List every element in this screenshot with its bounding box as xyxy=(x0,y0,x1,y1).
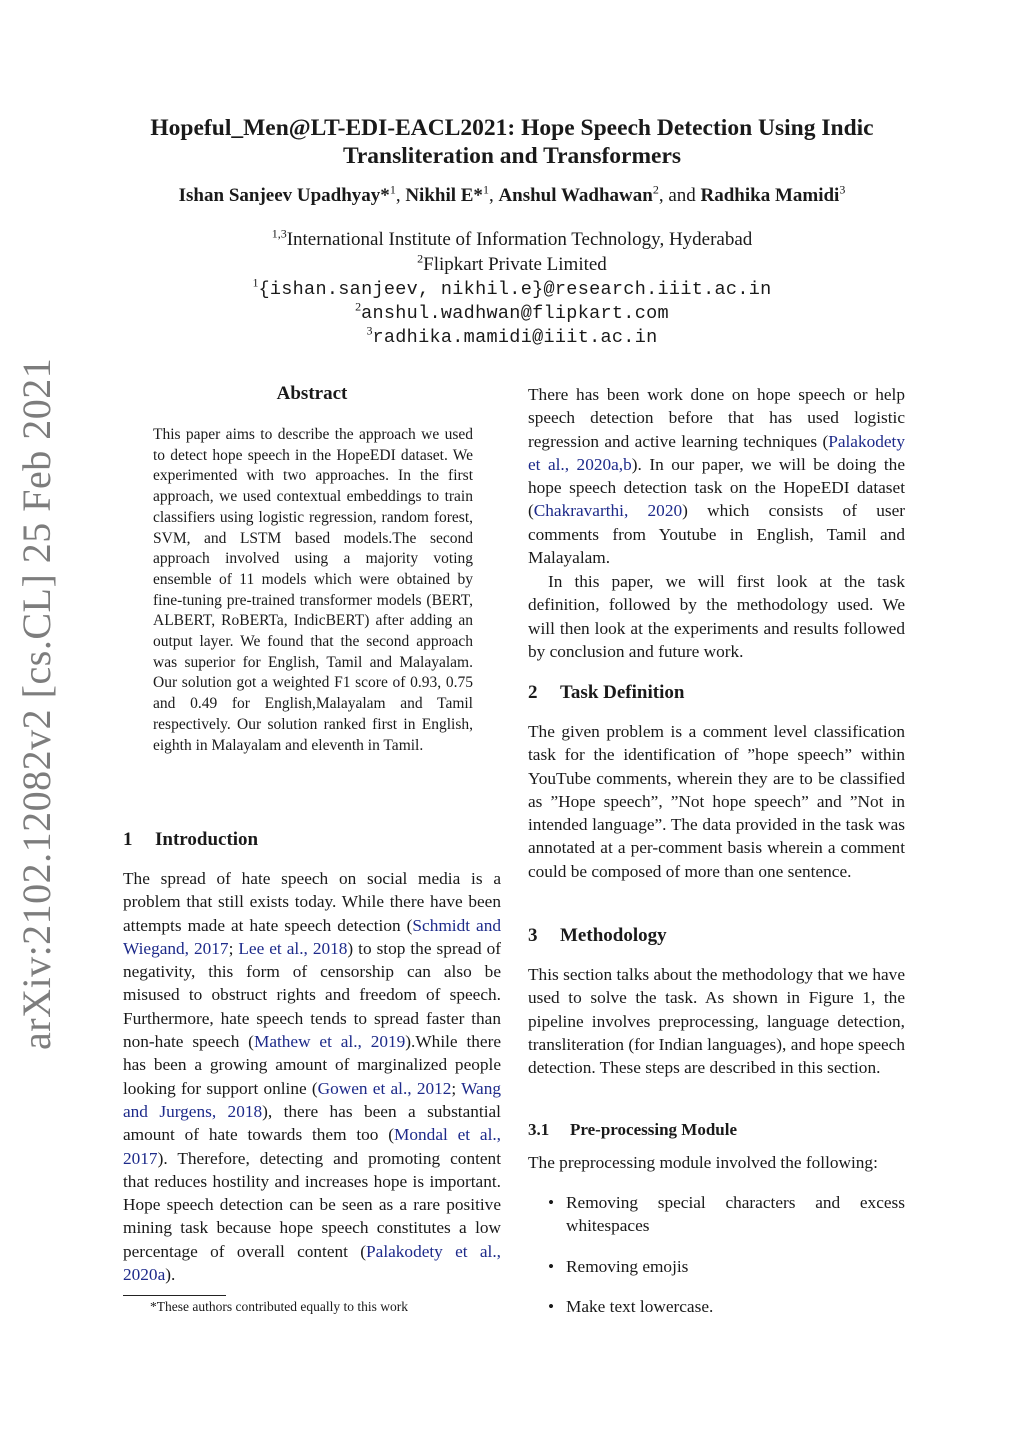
author-name: Nikhil E* xyxy=(405,185,483,206)
citation-link[interactable]: Lee et al., 2018 xyxy=(238,938,348,958)
bullet-text: Make text lowercase. xyxy=(566,1297,714,1316)
preprocessing-intro: The preprocessing module involved the following: xyxy=(528,1153,878,1172)
author-sup: 1 xyxy=(389,182,396,197)
bullet-dot: • xyxy=(548,1193,555,1212)
author-name: Anshul Wadhawan xyxy=(498,185,653,206)
text-run: ). In our paper, we will be doing the hope speech detection task on the HopeEDI dataset ( xyxy=(528,454,905,521)
bullet-text: Removing special characters and excess whitespaces xyxy=(566,1193,905,1236)
text-run: ).While there has been a growing amount of marginalized people looking for support online ( xyxy=(123,1032,501,1098)
email-2 xyxy=(60,299,964,324)
bullet-dot: • xyxy=(548,1297,555,1316)
introduction-paragraph xyxy=(123,867,501,1286)
author-sep: , xyxy=(395,185,406,206)
text-run: ), there has been a substantial amount of hate towards them too ( xyxy=(123,1101,501,1145)
footnote: *These authors contributed equally to this work xyxy=(150,1299,408,1314)
section-title: Introduction xyxy=(155,829,259,850)
abstract-heading: Abstract xyxy=(276,383,348,404)
email-text: anshul.wadhwan@flipkart.com xyxy=(361,303,669,324)
citation-link[interactable]: Mathew et al., 2019 xyxy=(253,1032,406,1052)
author-name: Ishan Sanjeev Upadhyay* xyxy=(178,185,390,206)
author-sup: 3 xyxy=(839,182,846,197)
section-number: 1 xyxy=(123,829,133,850)
affiliation-text: International Institute of Information Technology, Hyderabad xyxy=(286,229,753,250)
bullet-item xyxy=(548,1255,905,1278)
section-number: 2 xyxy=(528,682,538,703)
paper-outline-paragraph: In this paper, we will first look at the task definition, followed by the methodology used. We will then look at the experiments and results followed by conclusion and future work. xyxy=(528,572,905,661)
bullet-dot: • xyxy=(548,1257,555,1276)
intro-continued-paragraph xyxy=(528,383,905,569)
affiliation-text: Flipkart Private Limited xyxy=(423,254,607,275)
author-list xyxy=(60,182,964,207)
text-run: The spread of hate speech on social media is a problem that still exists today. While there have been attempts made at hate speech detection ( xyxy=(123,869,501,935)
text-run: ; xyxy=(228,938,239,958)
section-task-definition-heading xyxy=(528,682,905,704)
email-3 xyxy=(60,323,964,348)
task-definition-paragraph: The given problem is a comment level classification task for the identification of ”hope speech” within YouTube comments, wherein they are to be classified as ”Hope speech”, ”Not hope speech” and ”Not in intended language”. The data provided in the task was annotated at a per-comment basis wherein a comment could be composed of more than one sentence. xyxy=(528,722,905,881)
email-sup: 2 xyxy=(355,299,362,314)
affiliation-2 xyxy=(60,251,964,276)
subsection-preprocessing-heading xyxy=(528,1120,905,1140)
text-run: ) to stop the spread of negativity, this form of censorship can also be misused to obstruct rights and freedom of speech. Furthermore, hate speech tends to spread faster than non-hate speech ( xyxy=(123,938,501,1052)
subsection-number: 3.1 xyxy=(528,1120,550,1139)
email-1 xyxy=(60,275,964,300)
section-title: Methodology xyxy=(560,925,667,946)
citation-link[interactable]: Wang and Jurgens, 2018 xyxy=(123,1078,501,1121)
arxiv-stamp-text: arXiv:2102.12082v2 [cs.CL] 25 Feb 2021 xyxy=(14,357,59,1050)
text-run: There has been work done on hope speech or help speech detection before that has used logistic regression and active learning techniques ( xyxy=(528,385,905,451)
author-sup: 1 xyxy=(482,182,489,197)
citation-link[interactable]: Palakodety et al., 2020a,b xyxy=(528,431,905,474)
footnote-divider xyxy=(123,1295,226,1296)
affiliation-1 xyxy=(60,226,964,251)
text-run: ). xyxy=(165,1265,176,1285)
email-text: radhika.mamidi@iiit.ac.in xyxy=(372,327,658,348)
author-sup: 2 xyxy=(652,182,659,197)
text-run: ) which consists of user comments from Youtube in English, Tamil and Malayalam. xyxy=(528,501,905,568)
citation-link[interactable]: Gowen et al., 2012 xyxy=(317,1078,452,1098)
paper-title xyxy=(60,114,964,170)
title-line-2: Transliteration and Transformers xyxy=(342,143,682,169)
bullet-text: Removing emojis xyxy=(566,1257,689,1276)
citation-link[interactable]: Chakravarthi, 2020 xyxy=(533,501,683,521)
author-name: Radhika Mamidi xyxy=(700,185,840,206)
bullet-item xyxy=(548,1295,905,1318)
author-sep: , xyxy=(488,185,499,206)
text-run: ; xyxy=(451,1078,462,1098)
methodology-paragraph: This section talks about the methodology that we have used to solve the task. As shown in Figure 1, the pipeline involves preprocessing, language detection, transliteration (for Indian languages), and hope speech detection. These steps are described in this section. xyxy=(528,965,905,1078)
subsection-title: Pre-processing Module xyxy=(570,1120,737,1139)
section-number: 3 xyxy=(528,925,538,946)
citation-link[interactable]: Palakodety et al., 2020a xyxy=(123,1241,502,1285)
affiliation-sup: 1,3 xyxy=(271,226,287,241)
affiliation-sup: 2 xyxy=(417,251,424,266)
bullet-item xyxy=(548,1191,905,1238)
section-introduction-heading xyxy=(123,829,501,851)
section-methodology-heading xyxy=(528,925,905,947)
abstract-text: This paper aims to describe the approach we used to detect hope speech in the HopeEDI dataset. We experimented with two approaches. In the first approach, we used contextual embeddings to train classifiers using logistic regression, random forest, SVM, and LSTM based models.The second approach involved using a majority voting ensemble of 11 models which were obtained by fine-tuning pre-trained transformer models (BERT, ALBERT, RoBERTa, IndicBERT) after adding an output layer. We found that the second approach was superior for English, Tamil and Malayalam. Our solution got a weighted F1 score of 0.93, 0.75 and 0.49 for English,Malayalam and Tamil respectively. Our solution ranked first in English, eighth in Malayalam and eleventh in Tamil. xyxy=(153,426,473,754)
text-run: ). Therefore, detecting and promoting content that reduces hostility and increases hope is important. Hope speech detection can be seen as a rare positive mining task because hope speech constitutes a low percentage of overall content ( xyxy=(123,1148,501,1261)
section-title: Task Definition xyxy=(560,682,685,703)
author-sep: , and xyxy=(658,185,701,206)
citation-link[interactable]: Mondal et al., 2017 xyxy=(123,1125,502,1168)
email-sup: 1 xyxy=(252,275,259,290)
citation-link[interactable]: Schmidt and Wiegand, 2017 xyxy=(123,915,501,958)
email-text: {ishan.sanjeev, nikhil.e}@research.iiit.ac.in xyxy=(258,279,772,300)
email-sup: 3 xyxy=(366,323,373,338)
title-line-1: Hopeful_Men@LT-EDI-EACL2021: Hope Speech Detection Using Indic xyxy=(150,115,874,141)
